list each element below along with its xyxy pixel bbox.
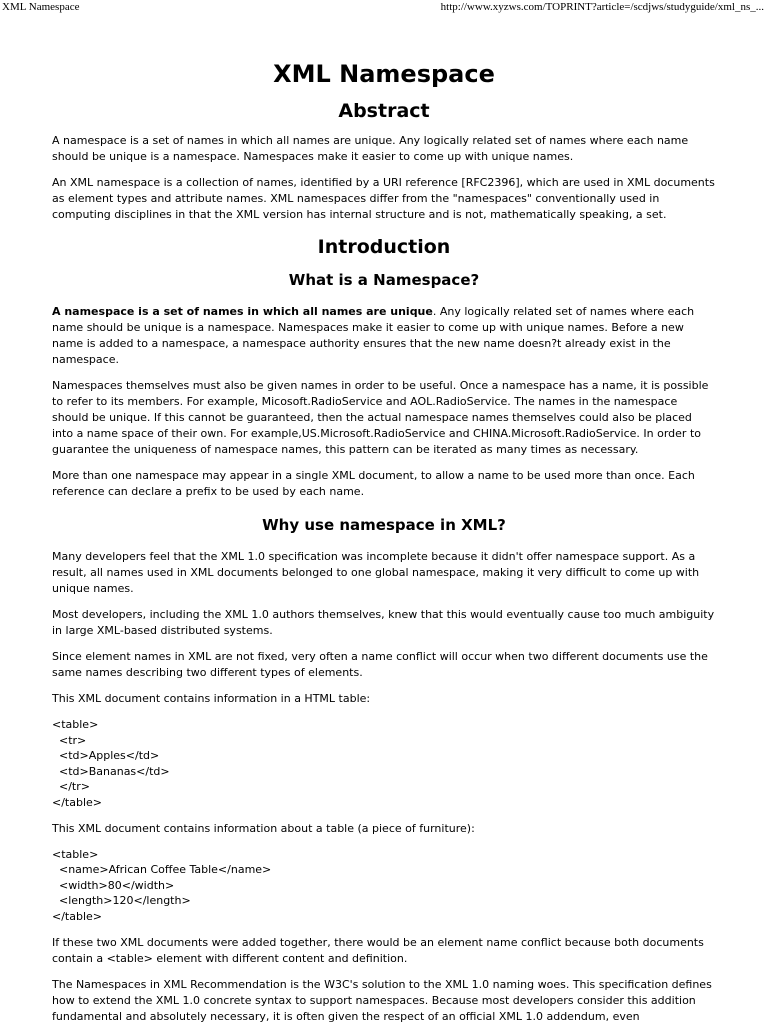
page-title: XML Namespace [273,60,495,88]
print-header-url: http://www.xyzws.com/TOPRINT?article=/scdjws/studyguide/xml_ns_... [440,1,764,13]
why-paragraph-6: If these two XML documents were added together, there would be an element name conflict because both documents contain a <table> element with different content and definition. [52,935,704,965]
what-paragraph-3: More than one namespace may appear in a single XML document, to allow a name to be used more than once. Each reference can declare a prefix to be used by each name. [52,469,695,498]
introduction-heading: Introduction [317,236,451,258]
what-paragraph-1-bold: A namespace is a set of names in which all names are unique [52,305,433,318]
code-sample-furniture-table: <table> <name>African Coffee Table</name> <width>80</width> <length>120</length> </table> [52,847,272,923]
print-header [0,0,768,16]
why-paragraph-4: This XML document contains information in a HTML table: [52,692,371,705]
what-paragraph-1-rest: . Any logically related set of names where each name should be unique is a namespace. Namespaces make it easier to come up with unique names. Before a new name is added to a namespace, a namespace authority ensures that the new name doesn?t already exist in the namespace. [52,305,695,366]
code-sample-html-table: <table> <tr> <td>Apples</td> <td>Bananas</td> </tr> </table> [52,718,170,809]
print-header-title: XML Namespace [2,1,80,13]
abstract-heading: Abstract [338,100,430,122]
what-is-namespace-heading: What is a Namespace? [288,271,480,289]
what-paragraph-1 [52,304,716,368]
abstract-paragraph-2: An XML namespace is a collection of names, identified by a URI reference [RFC2396], which are used in XML documents as element types and attribute names. XML namespaces differ from the "namespaces" conventionally used in computing disciplines in that the XML version has internal structure and is not, mathematically speaking, a set. [52,176,715,221]
what-paragraph-2: Namespaces themselves must also be given names in order to be useful. Once a namespace has a name, it is possible to refer to its members. For example, Micosoft.RadioService and AOL.RadioService. The names in the namespace should be unique. If this cannot be guaranteed, then the actual namespace names themselves could also be placed into a name space of their own. For example,US.Microsoft.RadioService and CHINA.Microsoft.RadioService. In order to guarantee the uniqueness of namespace names, this pattern can be iterated as many times as necessary. [52,379,709,456]
why-paragraph-1: Many developers feel that the XML 1.0 specification was incomplete because it didn't offer namespace support. As a result, all names used in XML documents belonged to one global namespace, making it very difficult to come up with unique names. [52,550,700,595]
why-paragraph-7: The Namespaces in XML Recommendation is the W3C's solution to the XML 1.0 naming woes. This specification defines how to extend the XML 1.0 concrete syntax to support namespaces. Because most developers consider this addition fundamental and absolutely necessary, it is often given the respect of an official XML 1.0 addendum, even [52,977,712,1023]
why-use-namespace-heading: Why use namespace in XML? [262,516,506,534]
abstract-paragraph-1: A namespace is a set of names in which all names are unique. Any logically related set of names where each name should be unique is a namespace. Namespaces make it easier to come up with unique names. [52,134,689,163]
why-paragraph-3: Since element names in XML are not fixed, very often a name conflict will occur when two different documents use the same names describing two different types of elements. [52,650,708,679]
why-paragraph-2: Most developers, including the XML 1.0 authors themselves, knew that this would eventually cause too much ambiguity in large XML-based distributed systems. [52,608,715,637]
article [52,58,716,1035]
why-paragraph-5: This XML document contains information about a table (a piece of furniture): [52,821,475,835]
